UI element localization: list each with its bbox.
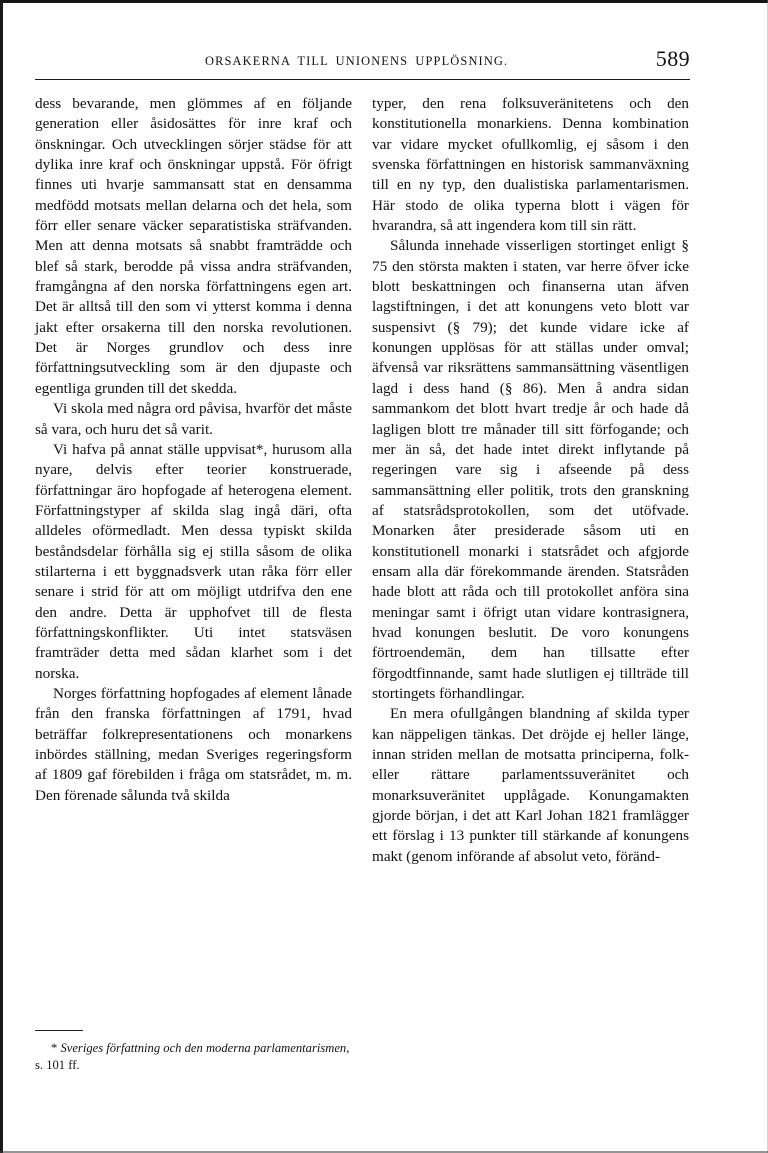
- paragraph: Sålunda innehade visserligen stortinget enligt § 75 den största makten i staten, var herre öfver icke blott beskattningen och finanserna utan äfven lagstiftningen, i det att konungens veto blott var suspensivt (§ 79); det kunde vidare icke af konungen upplösas för att ställas under omval; äfvenså var riksrättens sammansättning väsentligen lagd i dess hand (§ 86). Men å andra sidan sammankom det blott hvart tredje år och hade då lagligen blott tre månader till sitt förfogande; och mer än så, det hade intet direkt inflytande på regeringen vare sig i afseende på dess sammansättning eller politik, trots den granskning af statsrådsprotokollen, som det utöfvade. Monarken åter presiderade såsom uti en konstitutionell monarki i statsrådet och afgjorde ensam alla där förekommande ärenden. Statsråden hade blott att råda och till protokollet anföra sina meningar samt i öfrigt utan vidare kontrasignera, hvad konungen beslutit. De voro konungens förtroendemän, dem han tillsatte efter förgodtfinnande, samt hade slutligen ej tillträde till stortingets förhandlingar.: [372, 237, 689, 702]
- footnote-title: Sveriges författning och den moderna parlamentarismen: [60, 1041, 347, 1056]
- footnote-rule: [35, 1030, 83, 1031]
- footnote-marker: *: [51, 1041, 58, 1056]
- body-columns: [35, 94, 690, 867]
- left-column: [35, 94, 352, 867]
- paragraph: dess bevarande, men glömmes af en följande generation eller åsidosättes för inre kraf och önskningar. Och utvecklingen sörjer städse för att dylika inre kraf och önskningar uppstå. För öfrigt finnes uti hvarje sammansatt stat en densamma medfödd motsats mellan delarna och det hela, som förr eller senare väcker separatistiska sträfvanden. Men att denna motsats så snabbt framträdde och blef så stark, berodde på vissa andra sträfvanden, framgångna af den norska författningens egen art. Det är alltså till den som vi ytterst komma i denna jakt efter orsakerna till den norska revolutionen. Det är Norges grundlov och dess inre författningsutveckling som är den djupaste och egentliga grunden till det skedda.: [35, 95, 352, 397]
- paragraph: Vi hafva på annat ställe uppvisat*, hurusom alla nyare, delvis efter teorier konstruerade, författningar äro hopfogade af heterogena element. Författningstyper af skilda slag ingå däri, ofta alldeles oförmedladt. Men dessa typiskt skilda beståndsdelar förhålla sig ej stilla såsom de olika stilarterna i ett byggnadsverk utan råka förr eller senare i strid för att om möjligt utdrifva den ene den andre. Detta är upphofvet till de flesta författningskonflikter. Uti intet statsväsen framträder detta med sådan klarhet som i det norska.: [35, 440, 352, 682]
- footnote-text: [35, 1040, 352, 1074]
- header-rule: [35, 79, 690, 80]
- paragraph: typer, den rena folksuveränitetens och den konstitutionella monarkiens. Denna kombination var vidare mycket ofullkomlig, ej såsom i den svenska författningen en historisk sammanväxning till en ny typ, den dualistiska parlamentarismen. Här stodo de olika typerna blott i vägen för hvarandra, så att ingendera kom till sin rätt.: [372, 95, 689, 235]
- scan-edge-left: [0, 0, 3, 1153]
- paragraph: En mera ofullgången blandning af skilda typer kan näppeligen tänkas. Det dröjde ej heller länge, innan striden mellan de motsatta principerna, folk- eller rättare parlamentssuveränitet och monarksuveränitet upplågade. Konungamakten gjorde början, i det att Karl Johan 1821 framlägger ett förslag i 13 punkter till stärkande af konungens makt (genom införande af absolut veto, föränd-: [372, 705, 689, 865]
- footnote: [35, 1030, 352, 1074]
- running-head-title: ORSAKERNA TILL UNIONENS UPPLÖSNING.: [205, 54, 509, 68]
- scan-edge-top: [0, 0, 768, 3]
- footnote-reference: , s. 101 ff.: [35, 1041, 350, 1073]
- page-number: 589: [655, 46, 690, 71]
- right-column: [372, 94, 689, 867]
- running-head: [35, 46, 690, 76]
- paragraph: Norges författning hopfogades af element lånade från den franska författningen af 1791, hvad beträffar folkrepresentationens och monarkens inbördes ställning, medan Sveriges regeringsform af 1809 gaf förebilden i fråga om statsrådet, m. m. Den förenade sålunda två skilda: [35, 684, 352, 804]
- paragraph: Vi skola med några ord påvisa, hvarför det måste så vara, och huru det så varit.: [35, 400, 352, 438]
